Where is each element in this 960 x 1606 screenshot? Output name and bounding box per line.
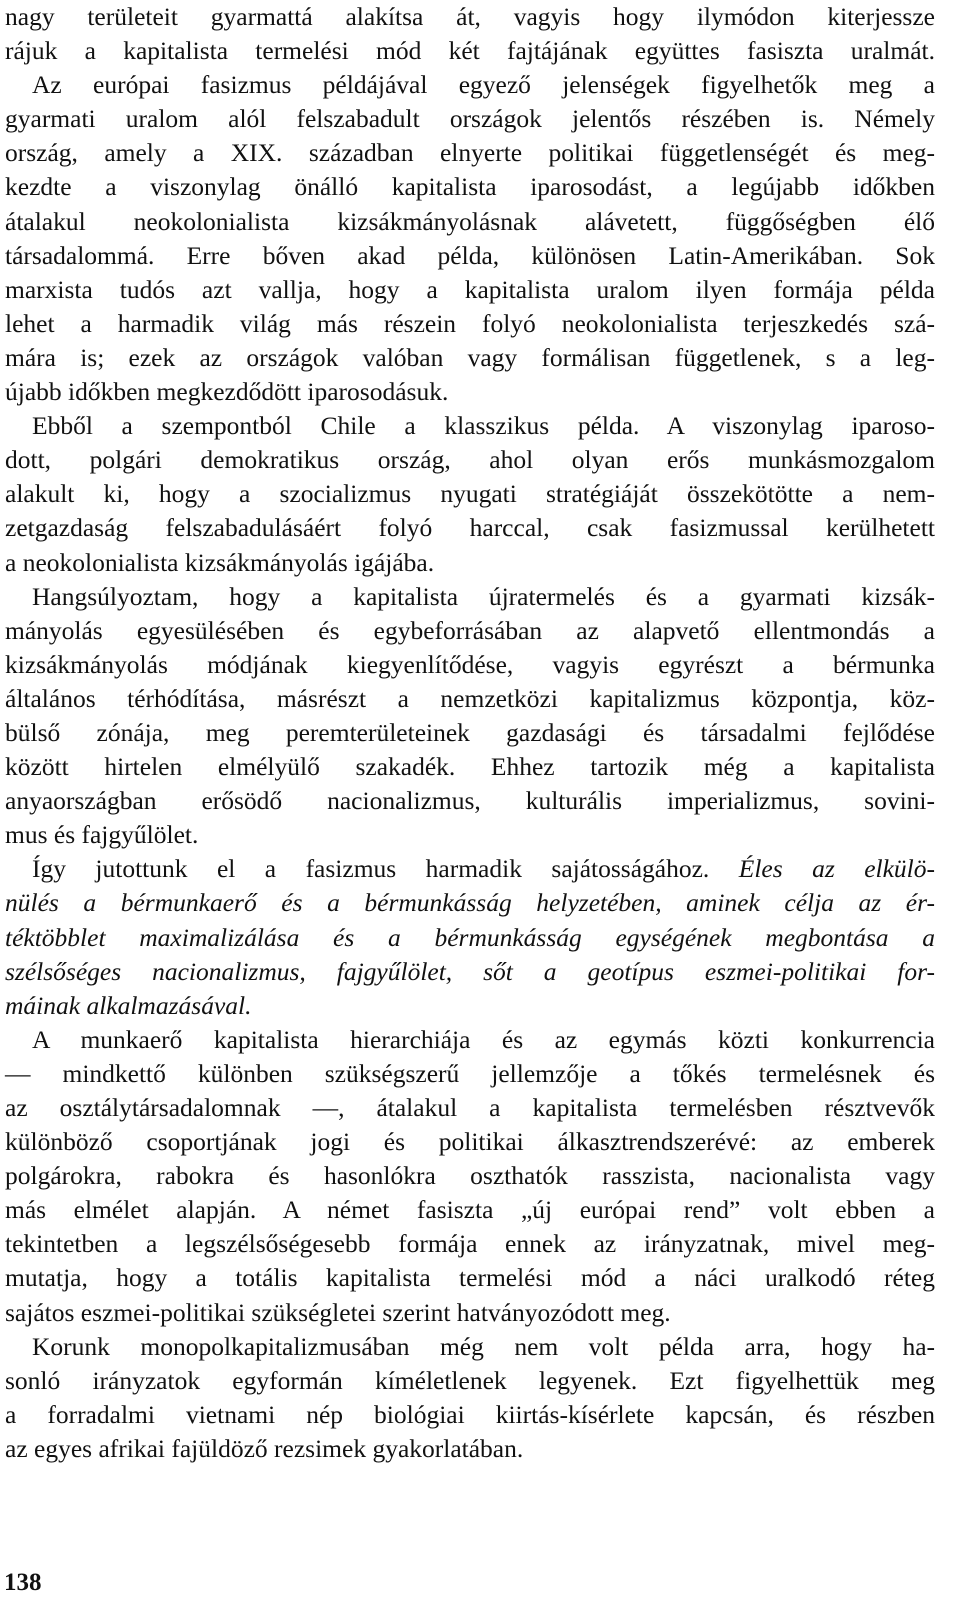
italic-text-line: máinak alkalmazásával.: [5, 990, 252, 1020]
text-line: különböző csoportjának jogi és politikai álkasztrendszerévé: az emberek: [5, 1127, 935, 1157]
text-line: lehet a harmadik világ más részein folyó neokolonialista terjeszkedés szá-: [5, 308, 935, 338]
text-line: között hirtelen elmélyülő szakadék. Ehhez tartozik még a kapitalista: [5, 752, 935, 782]
text-line: gyarmati uralom alól felszabadult országok jelentős részében is. Némely: [5, 104, 935, 134]
text-line: zetgazdaság felszabadulásáért folyó harccal, csak fasizmussal kerülhetett: [5, 513, 935, 543]
text-line: mára is; ezek az országok valóban vagy formálisan függetlenek, s a leg-: [5, 342, 935, 372]
text-line: polgárokra, rabokra és hasonlókra oszthatók rasszista, nacionalista vagy: [5, 1161, 935, 1191]
paragraph-3: [5, 580, 935, 853]
text-line: kezdte a viszonylag önálló kapitalista iparosodást, a legújabb időkben: [5, 172, 935, 202]
text-line: dott, polgári demokratikus ország, ahol olyan erős munkásmozgalom: [5, 445, 935, 475]
paragraph-2: [5, 409, 935, 579]
text-line: újabb időkben megkezdődött iparosodásuk.: [5, 377, 449, 407]
text-line: sajátos eszmei-politikai szükségletei szerint hatványozódott meg.: [5, 1297, 671, 1327]
text-line: tekintetben a legszélsőségesebb formája ennek az irányzatnak, mivel meg-: [5, 1229, 935, 1259]
book-page: [5, 0, 935, 1466]
text-line: az osztálytársadalomnak —, átalakul a kapitalista termelésben résztvevők: [5, 1093, 935, 1122]
text-line: A munkaerő kapitalista hierarchiája és az egymás közti konkurrencia: [32, 1024, 935, 1054]
text-line: [5, 852, 935, 886]
text-line: társadalommá. Erre bőven akad példa, különösen Latin-Amerikában. Sok: [5, 240, 935, 270]
text-line: általános térhódítása, másrészt a nemzetközi kapitalizmus központja, köz-: [5, 683, 935, 713]
text-line: Ebből a szempontból Chile a klasszikus példa. A viszonylag iparoso-: [32, 411, 935, 441]
text-line: rájuk a kapitalista termelési mód két fajtájának együttes fasiszta uralmát.: [5, 36, 935, 66]
text-span: Így jutottunk el a fasizmus harmadik sajátosságához.: [32, 854, 739, 884]
text-line: a forradalmi vietnami nép biológiai kiirtás-kísérlete kapcsán, és részben: [5, 1399, 935, 1429]
text-line: kizsákmányolás módjának kiegyenlítődése, vagyis egyrészt a bérmunka: [5, 649, 935, 679]
text-line: ország, amely a XIX. században elnyerte politikai függetlenségét és meg-: [5, 138, 935, 168]
text-line: az egyes afrikai fajüldöző rezsimek gyakorlatában.: [5, 1433, 524, 1463]
text-line: marxista tudós azt vallja, hogy a kapitalista uralom ilyen formája példa: [5, 274, 935, 304]
text-line: Az európai fasizmus példájával egyező jelenségek figyelhetők meg a: [32, 70, 935, 100]
paragraph-6: [5, 1330, 935, 1466]
text-line: átalakul neokolonialista kizsákmányolásnak alávetett, függőségben élő: [5, 206, 935, 236]
text-line: — mindkettő különben szükségszerű jellemzője a tőkés termelésnek és: [5, 1058, 935, 1088]
page-number: 138: [4, 1569, 42, 1596]
text-line: sonló irányzatok egyformán kíméletlenek legyenek. Ezt figyelhettük meg: [5, 1365, 935, 1395]
text-line: Korunk monopolkapitalizmusában még nem volt példa arra, hogy ha-: [32, 1331, 935, 1361]
text-line: bülső zónája, meg peremterületeinek gazdasági és társadalmi fejlődése: [5, 717, 935, 747]
text-line: anyaországban erősödő nacionalizmus, kulturális imperializmus, sovini-: [5, 786, 935, 816]
italic-text-span: Éles az elkülö-: [738, 854, 936, 884]
paragraph-1: [5, 0, 935, 409]
text-line: Hangsúlyoztam, hogy a kapitalista újratermelés és a gyarmati kizsák-: [32, 581, 935, 611]
italic-text-line: szélsőséges nacionalizmus, fajgyűlölet, sőt a geotípus eszmei-politikai for-: [5, 956, 935, 986]
text-line: mus és fajgyűlölet.: [5, 820, 199, 850]
text-line: nagy területeit gyarmattá alakítsa át, vagyis hogy ilymódon kiterjessze: [5, 2, 935, 31]
paragraph-4: [5, 852, 935, 1022]
text-line: mutatja, hogy a totális kapitalista termelési mód a náci uralkodó réteg: [5, 1263, 935, 1293]
text-line: más elmélet alapján. A német fasiszta „új európai rend” volt ebben a: [5, 1195, 935, 1225]
italic-text-line: nülés a bérmunkaerő és a bérmunkásság helyzetében, aminek célja az ér-: [5, 888, 935, 918]
paragraph-5: [5, 1023, 935, 1330]
text-line: mányolás egyesülésében és egybeforrásában az alapvető ellentmondás a: [5, 615, 935, 645]
text-line: a neokolonialista kizsákmányolás igájába.: [5, 547, 435, 577]
italic-text-line: téktöbblet maximalizálása és a bérmunkásság egységének megbontása a: [5, 922, 935, 952]
text-line: alakult ki, hogy a szocializmus nyugati stratégiáját összekötötte a nem-: [5, 479, 935, 509]
